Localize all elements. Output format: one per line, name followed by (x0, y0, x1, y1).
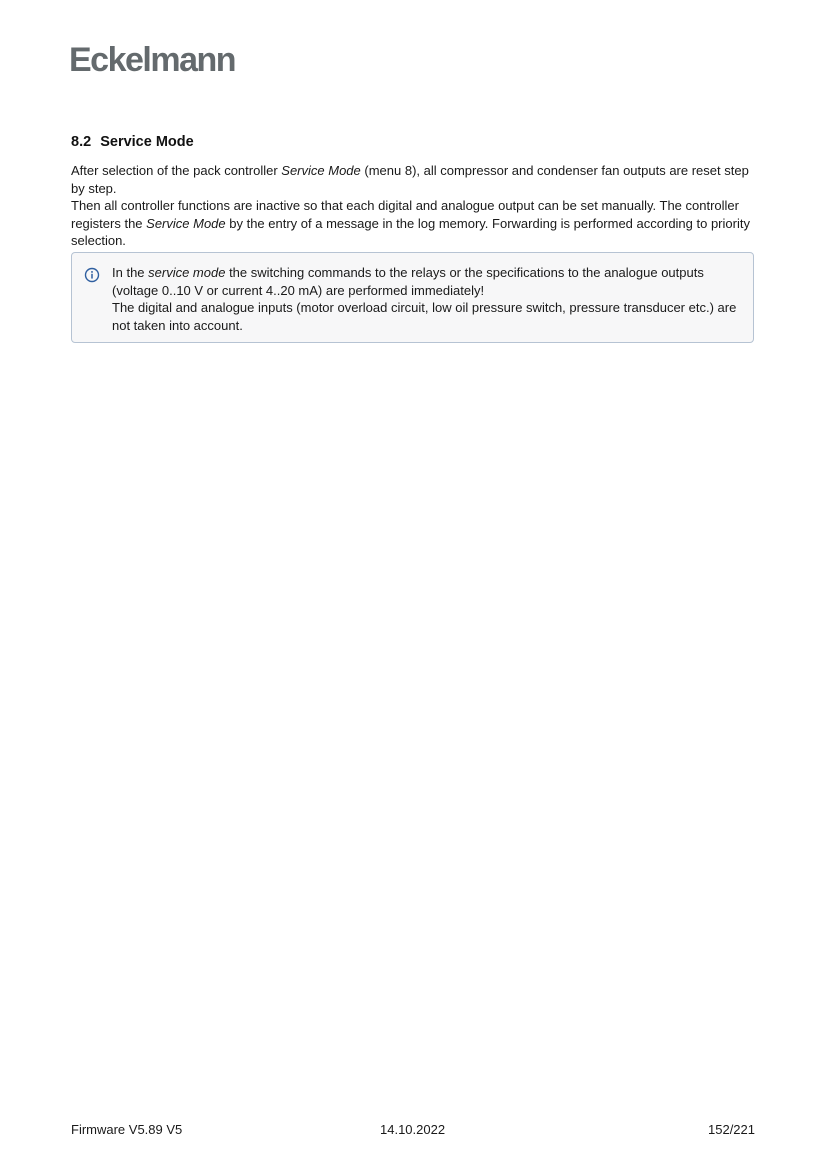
note-text: the switching commands to the relays or the specifications to the analogue outputs (voltage 0..10 V or current 4..20 mA) are performed immediately! (112, 265, 704, 298)
section-heading (71, 133, 194, 151)
note-text: In the (112, 265, 149, 280)
info-note-box (71, 252, 754, 343)
paragraph-emphasis: Service Mode (146, 215, 226, 231)
company-logo: Eckelmann (69, 41, 236, 79)
paragraph-text: After selection of the pack controller (71, 163, 282, 178)
footer-date: 14.10.2022 (380, 1122, 446, 1137)
body-paragraph-2 (71, 197, 761, 250)
section-number: 8.2 (71, 134, 92, 150)
note-emphasis: service mode (148, 265, 226, 280)
info-note-line-2: The digital and analogue inputs (motor overload circuit, low oil pressure switch, pressure transducer etc.) are not taken into account. (112, 300, 737, 333)
section-body (71, 162, 761, 250)
body-paragraph-1 (71, 162, 761, 197)
info-note-text (112, 264, 748, 334)
paragraph-emphasis: Service Mode (281, 163, 361, 178)
footer-firmware-version: Firmware V5.89 V5 (71, 1122, 183, 1137)
info-icon (84, 267, 100, 283)
paragraph-text: Then all controller functions are inactive so that each digital and analogue output can be set manually. The controller registers the (71, 198, 739, 231)
footer-page-number: 152/221 (708, 1122, 755, 1137)
section-title: Service Mode (100, 134, 194, 150)
paragraph-text: (menu 8), all compressor and condenser fan outputs are reset step by step. (71, 163, 749, 196)
paragraph-text: by the entry of a message in the log memory. Forwarding is performed according to priority selection. (71, 215, 750, 248)
info-note-line-1 (112, 264, 748, 299)
